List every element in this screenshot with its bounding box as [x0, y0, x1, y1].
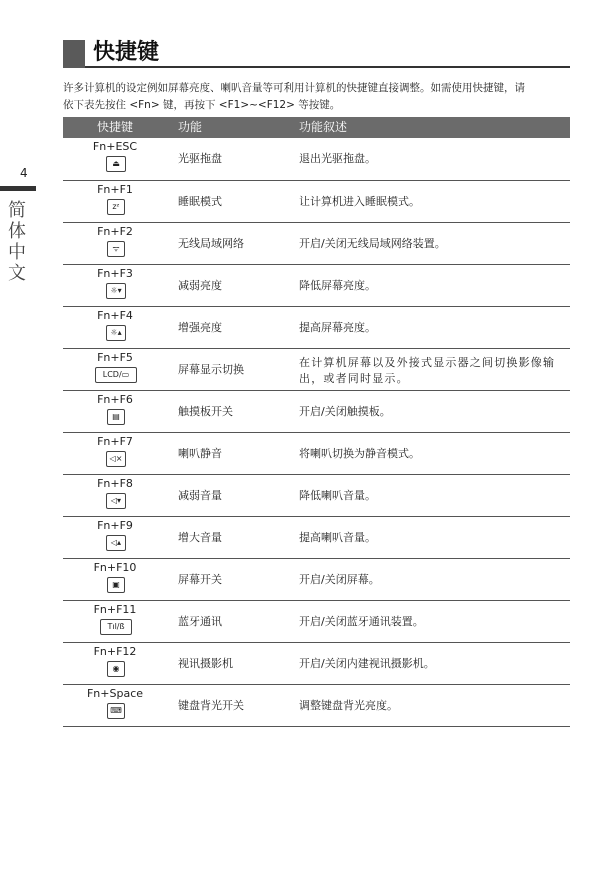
function-label: 增强亮度: [178, 321, 222, 334]
function-description: 退出光驱拖盘。: [299, 152, 376, 165]
hotkey-label: Fn+F12: [93, 645, 137, 658]
hotkey-label: Fn+F11: [93, 603, 137, 616]
header-description: 功能叙述: [299, 120, 348, 134]
function-label: 睡眠模式: [178, 195, 222, 208]
page-title-bar: [63, 38, 570, 68]
header-function: 功能: [178, 120, 203, 134]
title-marker: [63, 40, 85, 68]
function-label: 增大音量: [178, 531, 222, 544]
table-row: [63, 685, 570, 727]
table-row: [63, 349, 570, 391]
function-description: 开启/关闭内建视讯摄影机。: [299, 657, 435, 670]
hotkey-label: Fn+F3: [97, 267, 133, 280]
page-number: 4: [20, 166, 28, 180]
function-label: 喇叭静音: [178, 447, 222, 460]
function-description: 降低屏幕亮度。: [299, 279, 376, 292]
function-label: 屏幕显示切换: [178, 363, 244, 376]
function-label: 减弱亮度: [178, 279, 222, 292]
table-row: [63, 517, 570, 559]
table-header: [63, 117, 570, 138]
brightness-up-icon: ☼▴: [106, 325, 126, 341]
table-row: [63, 643, 570, 685]
function-label: 触摸板开关: [178, 405, 233, 418]
hotkey-label: Fn+F1: [97, 183, 133, 196]
hotkey-label: Fn+F2: [97, 225, 133, 238]
eject-icon: ⏏: [106, 156, 126, 172]
hotkey-label: Fn+F8: [97, 477, 133, 490]
wireless-icon: ᯤ: [107, 241, 125, 257]
intro-paragraph: [63, 80, 575, 114]
table-row: [63, 475, 570, 517]
side-marker: [0, 186, 36, 191]
table-body: [63, 138, 570, 727]
table-row: [63, 181, 570, 223]
function-label: 键盘背光开关: [178, 699, 244, 712]
volume-up-icon: ◁▴: [106, 535, 126, 551]
page-title: 快捷键: [93, 40, 160, 65]
hotkey-label: Fn+Space: [86, 687, 144, 700]
table-row: [63, 265, 570, 307]
hotkey-table: [63, 117, 570, 727]
function-description: 让计算机进入睡眠模式。: [299, 195, 420, 208]
hotkey-label: Fn+F4: [97, 309, 133, 322]
display-switch-icon: LCD/▭: [95, 367, 137, 383]
bluetooth-icon: Tıl/ß: [100, 619, 132, 635]
function-description: 提高喇叭音量。: [299, 531, 376, 544]
function-description: 将喇叭切换为静音模式。: [299, 447, 420, 460]
screen-off-icon: ▣: [107, 577, 125, 593]
function-description: 调整键盘背光亮度。: [299, 699, 398, 712]
table-row: [63, 433, 570, 475]
function-label: 减弱音量: [178, 489, 222, 502]
touchpad-icon: ▤: [107, 409, 125, 425]
hotkey-label: Fn+ESC: [92, 140, 138, 153]
function-description: 开启/关闭无线局域网络装置。: [299, 237, 446, 250]
hotkey-label: Fn+F6: [97, 393, 133, 406]
volume-down-icon: ◁▾: [106, 493, 126, 509]
function-label: 屏幕开关: [178, 573, 222, 586]
intro-line-2: 依下表先按住 <Fn> 键，再按下 <F1>~<F12> 等按键。: [63, 99, 341, 111]
table-row: [63, 223, 570, 265]
title-underline: [85, 66, 570, 68]
language-label: 简体中文: [8, 200, 26, 284]
intro-line-1: 许多计算机的设定例如屏幕亮度、喇叭音量等可利用计算机的快捷键直接调整。如需使用快捷键，请: [63, 82, 525, 94]
function-description: 在计算机屏幕以及外接式显示器之间切换影像输出，或者同时显示。: [299, 356, 556, 385]
function-label: 光驱拖盘: [178, 152, 222, 165]
keyboard-backlight-icon: ⌨: [107, 703, 125, 719]
hotkey-label: Fn+F9: [97, 519, 133, 532]
webcam-icon: ◉: [107, 661, 125, 677]
table-row: [63, 559, 570, 601]
function-description: 降低喇叭音量。: [299, 489, 376, 502]
hotkey-label: Fn+F5: [97, 351, 133, 364]
function-label: 视讯摄影机: [178, 657, 233, 670]
function-description: 开启/关闭触摸板。: [299, 405, 391, 418]
function-description: 提高屏幕亮度。: [299, 321, 376, 334]
table-row: [63, 391, 570, 433]
header-key: 快捷键: [96, 120, 133, 134]
hotkey-label: Fn+F7: [97, 435, 133, 448]
table-row: [63, 601, 570, 643]
table-row: [63, 307, 570, 349]
function-description: 开启/关闭屏幕。: [299, 573, 380, 586]
sleep-icon: zᶻ: [107, 199, 125, 215]
function-label: 蓝牙通讯: [178, 615, 222, 628]
function-label: 无线局域网络: [178, 237, 244, 250]
mute-icon: ◁×: [106, 451, 126, 467]
hotkey-label: Fn+F10: [93, 561, 137, 574]
table-row: [63, 138, 570, 181]
brightness-down-icon: ☼▾: [106, 283, 126, 299]
function-description: 开启/关闭蓝牙通讯装置。: [299, 615, 424, 628]
